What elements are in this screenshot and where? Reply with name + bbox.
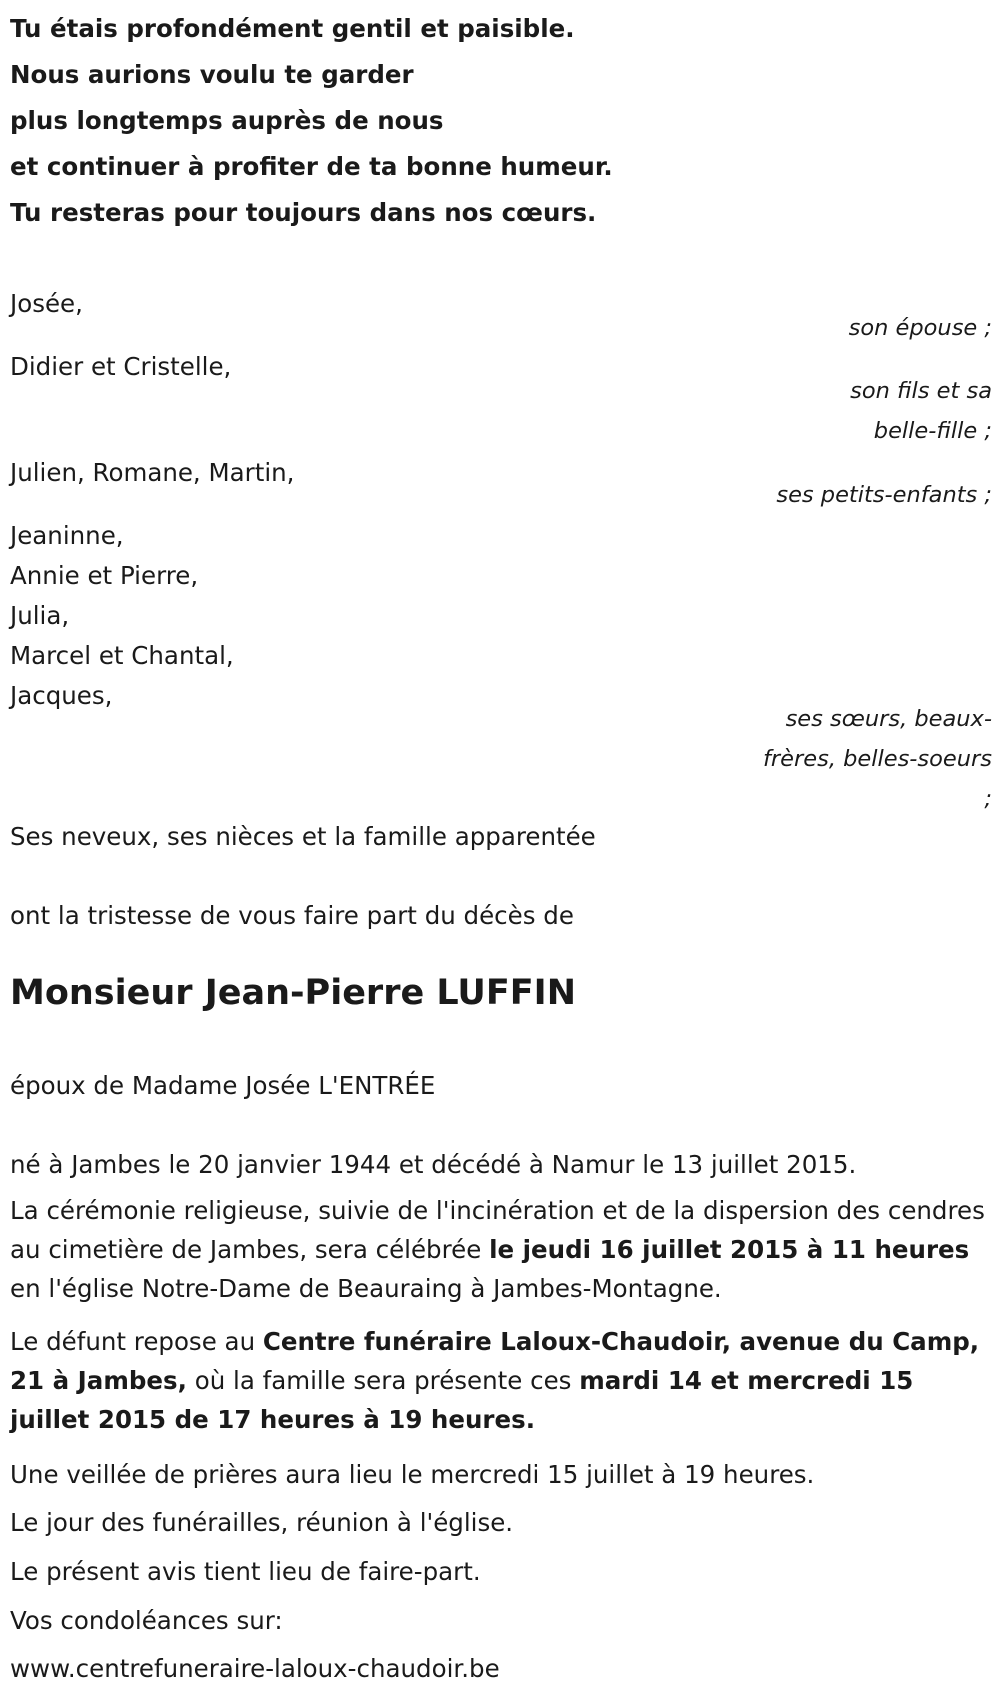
grandchildren-relation: ses petits-enfants ; [776,482,992,508]
poem-line: Tu étais profondément gentil et paisible. [10,14,575,43]
extended-family: Ses neveux, ses nièces et la famille apparentée [10,822,596,851]
condolences-label: Vos condoléances sur: [10,1606,283,1635]
siblings-relation-line-3: ; [984,786,992,812]
siblings-relation-line-1: ses sœurs, beaux- [785,706,992,732]
sibling-name: Marcel et Chantal, [10,641,234,670]
birth-death: né à Jambes le 20 janvier 1944 et décédé à Namur le 13 juillet 2015. [10,1150,857,1179]
visiting-hours: mardi 14 et mercredi 15 juillet 2015 de 17 heures à 19 heures. [10,1366,914,1434]
poem-line: Nous aurions voulu te garder [10,60,414,89]
poem-line: plus longtemps auprès de nous [10,106,444,135]
siblings-relation-line-2: frères, belles-soeurs [762,746,992,772]
grandchildren-names: Julien, Romane, Martin, [10,458,295,487]
notice: Le présent avis tient lieu de faire-part. [10,1557,481,1586]
poem-line: Tu resteras pour toujours dans nos cœurs. [10,198,597,227]
ceremony-text-2: en l'église Notre-Dame de Beauraing à Jambes-Montagne. [10,1274,722,1303]
rest-text-1: Le défunt repose au [10,1327,263,1356]
funeral-day: Le jour des funérailles, réunion à l'église. [10,1508,514,1537]
vigil: Une veillée de prières aura lieu le mercredi 15 juillet à 19 heures. [10,1460,815,1489]
deceased-name: Monsieur Jean-Pierre LUFFIN [10,973,576,1013]
poem-line: et continuer à profiter de ta bonne humeur. [10,152,613,181]
sibling-name: Jeaninne, [10,521,124,550]
spouse-relation: son épouse ; [848,315,992,341]
sibling-name: Julia, [10,601,70,630]
ceremony-text-1: La cérémonie religieuse, suivie de l'incinération et de la dispersion des cendres au cimetière de Jambes, sera célébrée [10,1196,985,1264]
rest-text-2: où la famille sera présente ces [186,1366,580,1395]
rest-paragraph [10,1322,995,1439]
ceremony-paragraph [10,1191,995,1308]
spouse-of: époux de Madame Josée L'ENTRÉE [10,1071,436,1100]
website-link[interactable]: www.centrefuneraire-laloux-chaudoir.be [10,1654,500,1683]
sibling-name: Jacques, [10,681,113,710]
son-names: Didier et Cristelle, [10,352,232,381]
sibling-name: Annie et Pierre, [10,561,199,590]
ceremony-date: le jeudi 16 juillet 2015 à 11 heures [489,1235,970,1264]
spouse-name: Josée, [10,289,83,318]
son-relation-line-1: son fils et sa [850,378,992,404]
poem [10,6,613,236]
announcement: ont la tristesse de vous faire part du décès de [10,901,574,930]
son-relation-line-2: belle-fille ; [873,418,992,444]
funeral-center-address: Centre funéraire Laloux-Chaudoir, avenue du Camp, 21 à Jambes, [10,1327,980,1395]
